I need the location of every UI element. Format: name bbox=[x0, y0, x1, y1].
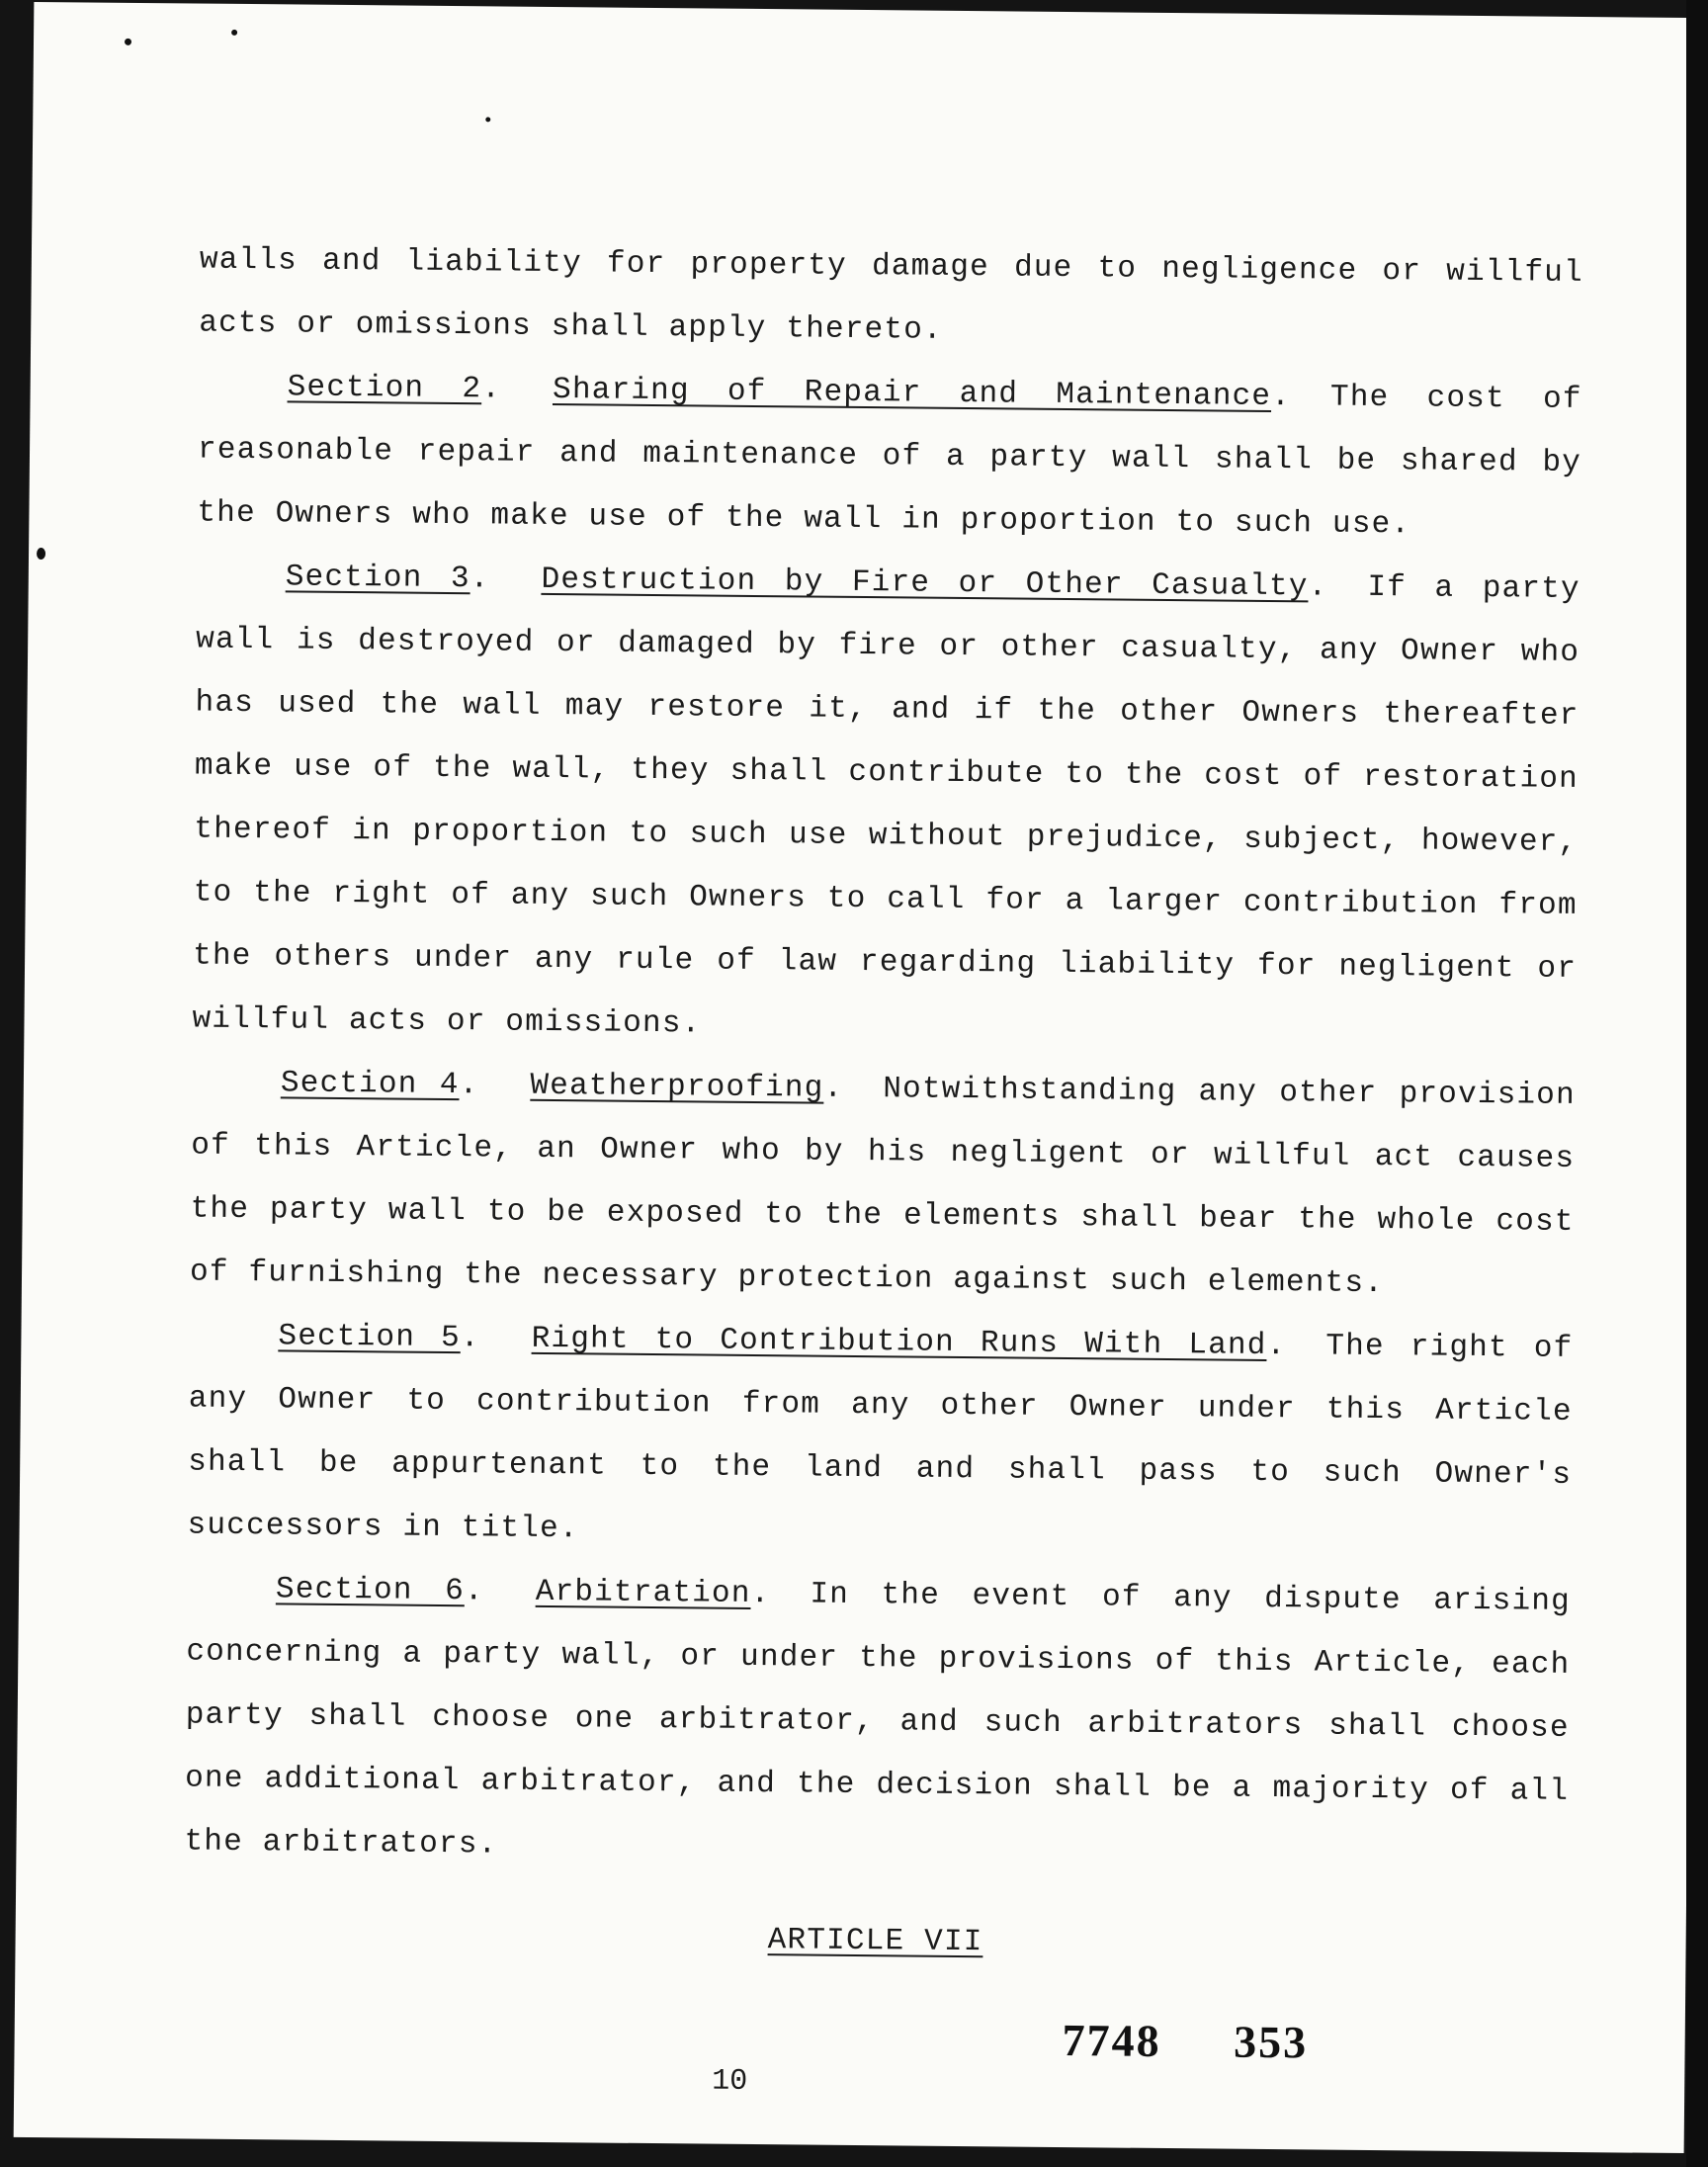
punctuation-period: . bbox=[464, 1574, 484, 1609]
punctuation-period: . bbox=[1271, 379, 1292, 415]
punctuation-period: . bbox=[481, 372, 502, 407]
section-4-label: Section 4 bbox=[280, 1066, 460, 1103]
scan-speck bbox=[231, 30, 237, 36]
section-5-paragraph bbox=[187, 1305, 1573, 1571]
book-page-reference bbox=[1062, 2014, 1308, 2068]
punctuation-period: . bbox=[823, 1071, 844, 1106]
article-heading: ARTICLE VII bbox=[767, 1923, 983, 1960]
section-2-title: Sharing of Repair and Maintenance bbox=[552, 372, 1272, 414]
punctuation-period: . bbox=[1308, 569, 1328, 605]
scan-speck bbox=[125, 39, 131, 45]
section-4-body: Notwithstanding any other provision of this Article, an Owner who by his negligent or willful act causes the party wall to be exposed to the elements shall bear the whole cost of furnishing the necessary protection against such elements. bbox=[189, 1072, 1577, 1302]
punctuation-period: . bbox=[750, 1576, 771, 1612]
section-5-body: The right of any Owner to contribution from any other Owner under this Article shall be appurtenant to the land and shall pass to such Owner's successors in title. bbox=[187, 1329, 1574, 1547]
scan-speck bbox=[485, 117, 490, 122]
section-2-paragraph bbox=[197, 356, 1582, 559]
section-2-body: The cost of reasonable repair and maintenance of a party wall shall be shared by the Owners who make use of the wall in proportion to such use. bbox=[197, 380, 1582, 543]
section-5-title: Right to Contribution Runs With Land bbox=[531, 1321, 1267, 1363]
section-3-label: Section 3 bbox=[285, 560, 470, 597]
continuation-paragraph: walls and liability for property damage due to negligence or willful acts or omissions shall apply thereto. bbox=[199, 242, 1584, 348]
scan-edge-shadow bbox=[1686, 0, 1708, 2167]
section-4-title: Weatherproofing bbox=[530, 1068, 824, 1106]
section-3-paragraph bbox=[192, 546, 1580, 1065]
punctuation-period: . bbox=[470, 562, 490, 597]
section-6-label: Section 6 bbox=[275, 1572, 466, 1609]
section-3-title: Destruction by Fire or Other Casualty bbox=[541, 562, 1309, 605]
section-5-label: Section 5 bbox=[278, 1319, 462, 1356]
punctuation-period: . bbox=[459, 1068, 479, 1103]
punctuation-period: . bbox=[460, 1321, 480, 1356]
section-6-paragraph bbox=[184, 1557, 1571, 1886]
section-6-body: In the event of any dispute arising concerning a party wall, or under the provisions of this Article, each party shall choose one arbitrator, and such arbitrators shall choose one additional arbitrator, and the decision shall be a majority of all the arbitrators. bbox=[184, 1577, 1572, 1863]
section-3-body: If a party wall is destroyed or damaged by fire or other casualty, any Owner who has used the wall may restore it, and if the other Owners thereafter make use of the wall, they shall contribute to the cost of restoration thereof in proportion to such use without prejudice, subject, however, to the right of any such Owners to call for a larger contribution from the others under any rule of law regarding liability for negligent or willful acts or omissions. bbox=[192, 569, 1580, 1042]
section-4-paragraph bbox=[190, 1052, 1576, 1318]
document-page bbox=[14, 2, 1705, 2153]
document-body bbox=[183, 229, 1583, 1968]
punctuation-period: . bbox=[1266, 1328, 1287, 1364]
book-page: 353 bbox=[1233, 2016, 1309, 2068]
section-2-label: Section 2 bbox=[287, 370, 482, 407]
page-number: 10 bbox=[712, 2064, 748, 2099]
book-number: 7748 bbox=[1062, 2015, 1161, 2066]
scan-speck bbox=[37, 548, 45, 560]
section-6-title: Arbitration bbox=[535, 1574, 751, 1611]
